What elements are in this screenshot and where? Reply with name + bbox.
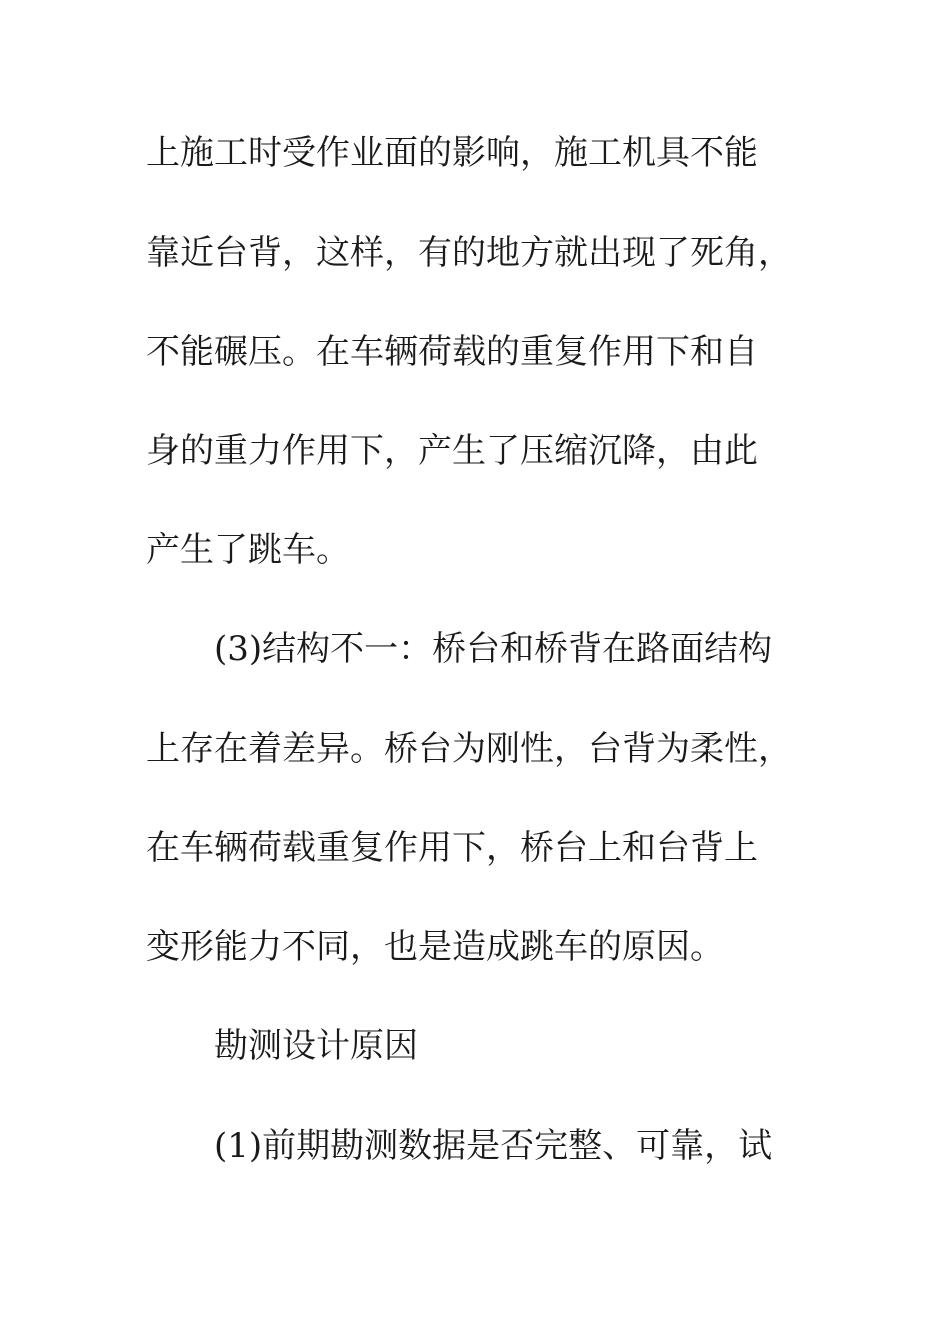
paragraph-line: 产生了跳车。 (146, 530, 350, 570)
paragraph-line: 变形能力不同，也是造成跳车的原因。 (146, 927, 724, 967)
paragraph-line: (1)前期勘测数据是否完整、可靠，试 (214, 1126, 773, 1166)
paragraph-line: 在车辆荷载重复作用下，桥台上和台背上 (146, 828, 758, 868)
section-heading: 勘测设计原因 (214, 1026, 418, 1066)
paragraph-line: 身的重力作用下，产生了压缩沉降，由此 (146, 431, 758, 471)
paragraph-line: 不能碾压。在车辆荷载的重复作用下和自 (146, 332, 758, 372)
paragraph-line: 上施工时受作业面的影响，施工机具不能 (146, 133, 758, 173)
paragraph-line: 靠近台背，这样，有的地方就出现了死角， (146, 233, 792, 273)
paragraph-line: (3)结构不一：桥台和桥背在路面结构 (214, 629, 773, 669)
paragraph-line: 上存在着差异。桥台为刚性，台背为柔性， (146, 729, 792, 769)
